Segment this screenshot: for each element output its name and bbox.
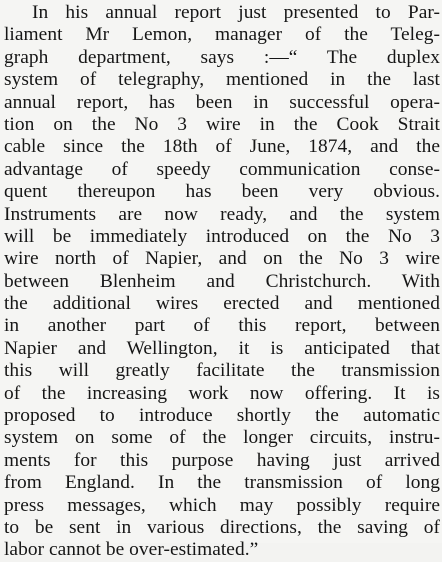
article-line: this will greatly facilitate the transmission xyxy=(4,360,440,382)
article-line: system on some of the longer circuits, instru- xyxy=(4,427,440,449)
article-line: press messages, which may possibly require xyxy=(4,494,440,516)
article-line: to be sent in various directions, the saving of xyxy=(4,516,440,538)
article-line: advantage of speedy communication conse- xyxy=(4,158,440,180)
article-line: wire north of Napier, and on the No 3 wire xyxy=(4,248,440,270)
article-line: of the increasing work now offering. It is xyxy=(4,382,440,404)
article-line: Napier and Wellington, it is anticipated that xyxy=(4,337,440,359)
article-line: cable since the 18th of June, 1874, and the xyxy=(4,136,440,158)
article-line: In his annual report just presented to Par- xyxy=(32,2,440,23)
article-line: system of telegraphy, mentioned in the last xyxy=(4,69,440,91)
article-line: graph department, says :—“ The duplex xyxy=(4,46,440,68)
article-line: Instruments are now ready, and the system xyxy=(4,203,440,225)
article-line: ments for this purpose having just arrived xyxy=(4,449,440,471)
article-line: in another part of this report, between xyxy=(4,315,440,337)
article-line: tion on the No 3 wire in the Cook Strait xyxy=(4,113,440,135)
article-line: between Blenheim and Christchurch. With xyxy=(4,270,440,292)
article-line: the additional wires erected and mentioned xyxy=(4,293,440,315)
article-line: liament Mr Lemon, manager of the Teleg- xyxy=(4,24,440,46)
article-line: will be immediately introduced on the No 3 xyxy=(4,225,440,247)
article-line: proposed to introduce shortly the automatic xyxy=(4,405,440,427)
article-text xyxy=(4,2,440,562)
article-line: quent thereupon has been very obvious. xyxy=(4,181,440,203)
article-line: labor cannot be over-estimated.” xyxy=(4,539,259,561)
article-line: annual report, has been in successful opera- xyxy=(4,91,440,113)
article-line: from England. In the transmission of long xyxy=(4,472,440,494)
